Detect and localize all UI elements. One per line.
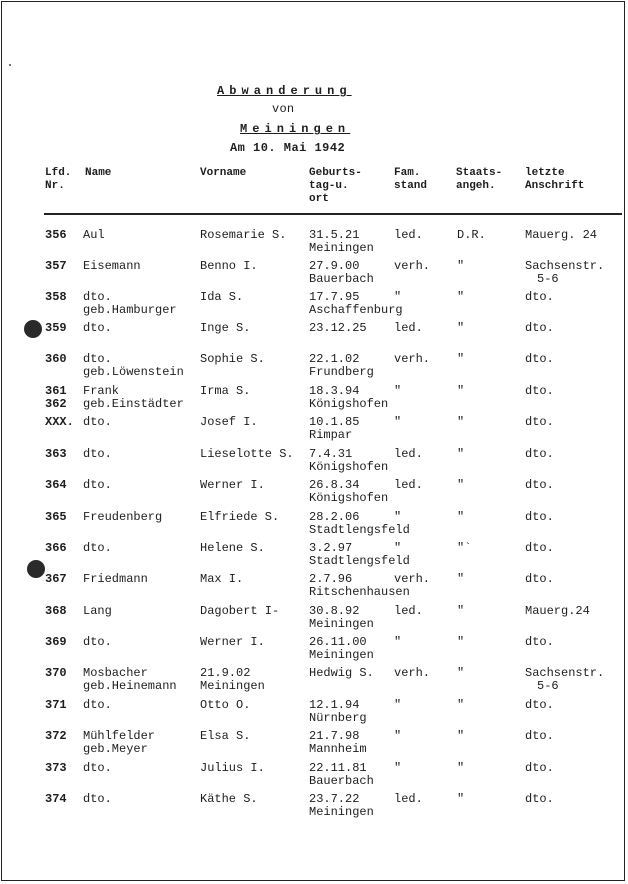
name-cell: dto. bbox=[83, 415, 112, 429]
family-status-cell: verh. bbox=[394, 666, 431, 680]
address-cell: dto. bbox=[525, 635, 554, 649]
family-status-cell: led. bbox=[394, 228, 423, 242]
name-cell: Aul bbox=[83, 228, 105, 242]
citizenship-cell: D.R. bbox=[457, 228, 486, 242]
lfd-nr-cell: 374 bbox=[45, 792, 67, 806]
birthplace-cell: Königshofen bbox=[309, 397, 389, 411]
address-cell: dto. bbox=[525, 415, 554, 429]
birthdate-cell: 30.8.92 bbox=[309, 604, 360, 618]
header-anschrift: letzte Anschrift bbox=[525, 167, 585, 192]
birthdate-cell: 21.7.98 bbox=[309, 729, 360, 743]
citizenship-cell: " bbox=[457, 290, 465, 304]
birthdate-cell: 22.1.02 bbox=[309, 352, 360, 366]
birthdate-cell: 28.2.06 bbox=[309, 510, 360, 524]
vorname-cell: Werner I. bbox=[200, 478, 265, 492]
address-cell: dto. bbox=[525, 384, 554, 398]
address-cont-cell: 5-6 bbox=[537, 679, 559, 693]
citizenship-cell: " bbox=[457, 415, 465, 429]
header-name: Name bbox=[85, 167, 112, 179]
lfd-nr-cell: 365 bbox=[45, 510, 67, 524]
maiden-name-cell: geb.Heinemann bbox=[83, 679, 177, 693]
document-date: Am 10. Mai 1942 bbox=[230, 141, 346, 155]
family-status-cell: led. bbox=[394, 604, 423, 618]
address-cell: dto. bbox=[525, 698, 554, 712]
name-cell: Lang bbox=[83, 604, 112, 618]
citizenship-cell: " bbox=[457, 352, 465, 366]
header-vorname: Vorname bbox=[200, 167, 247, 179]
name-cell: dto. bbox=[83, 321, 112, 335]
birthplace-cell: Stadtlengsfeld bbox=[309, 554, 410, 568]
family-status-cell: led. bbox=[394, 321, 423, 335]
address-cell: dto. bbox=[525, 761, 554, 775]
document-title-place: Meiningen bbox=[240, 122, 351, 136]
birthdate-cell: 18.3.94 bbox=[309, 384, 360, 398]
family-status-cell: " bbox=[394, 384, 402, 398]
lfd-nr-cell: 370 bbox=[45, 666, 67, 680]
birthplace-cell: Rimpar bbox=[309, 428, 353, 442]
birthdate-cell: 31.5.21 bbox=[309, 228, 360, 242]
birthplace-cell: Nürnberg bbox=[309, 711, 367, 725]
name-cell: Mosbacher bbox=[83, 666, 148, 680]
address-cell: dto. bbox=[525, 321, 554, 335]
birthplace-cell: Ritschenhausen bbox=[309, 585, 410, 599]
lfd-nr-cell: 367 bbox=[45, 572, 67, 586]
maiden-name-cell: geb.Meyer bbox=[83, 742, 148, 756]
family-status-cell: led. bbox=[394, 447, 423, 461]
address-cell: dto. bbox=[525, 729, 554, 743]
birthdate-cell: 23.12.25 bbox=[309, 321, 367, 335]
vorname-cell: Josef I. bbox=[200, 415, 258, 429]
document-title-von: von bbox=[272, 102, 295, 116]
birthplace-cell: Frundberg bbox=[309, 365, 374, 379]
family-status-cell: " bbox=[394, 510, 402, 524]
birthdate-cell: 2.7.96 bbox=[309, 572, 353, 586]
birthdate-cell: 17.7.95 bbox=[309, 290, 360, 304]
lfd-nr-cell: 361 362 bbox=[45, 384, 67, 411]
birthdate-cell: 10.1.85 bbox=[309, 415, 360, 429]
citizenship-cell: "` bbox=[457, 541, 472, 555]
lfd-nr-cell: 372 bbox=[45, 729, 67, 743]
birthdate-cell: 3.2.97 bbox=[309, 541, 353, 555]
family-status-cell: led. bbox=[394, 792, 423, 806]
birthplace-cell: Bauerbach bbox=[309, 272, 374, 286]
address-cont-cell: 5-6 bbox=[537, 272, 559, 286]
header-geburt: Geburts- tag-u. ort bbox=[309, 167, 362, 205]
name-cell: dto. bbox=[83, 541, 112, 555]
punch-hole bbox=[24, 320, 42, 338]
lfd-nr-cell: XXX. bbox=[45, 415, 74, 429]
vorname-cell: Helene S. bbox=[200, 541, 265, 555]
lfd-nr-cell: 357 bbox=[45, 259, 67, 273]
birthdate-cell: 27.9.00 bbox=[309, 259, 360, 273]
name-cell: Frank bbox=[83, 384, 120, 398]
family-status-cell: " bbox=[394, 290, 402, 304]
citizenship-cell: " bbox=[457, 478, 465, 492]
citizenship-cell: " bbox=[457, 666, 465, 680]
address-cell: Mauerg.24 bbox=[525, 604, 590, 618]
birthdate-cell: 7.4.31 bbox=[309, 447, 353, 461]
birthplace-cell: Mannheim bbox=[309, 742, 367, 756]
vorname-cell: Otto O. bbox=[200, 698, 251, 712]
citizenship-cell: " bbox=[457, 698, 465, 712]
vorname-cell: Ida S. bbox=[200, 290, 244, 304]
address-cell: dto. bbox=[525, 352, 554, 366]
birthplace-cell: Meiningen bbox=[309, 805, 374, 819]
birthdate-cell: 23.7.22 bbox=[309, 792, 360, 806]
birthdate-cell: 26.8.34 bbox=[309, 478, 360, 492]
address-cell: dto. bbox=[525, 541, 554, 555]
birthplace-cell: Stadtlengsfeld bbox=[309, 523, 410, 537]
address-cell: dto. bbox=[525, 447, 554, 461]
name-cell: Mühlfelder bbox=[83, 729, 156, 743]
vorname-cell: Benno I. bbox=[200, 259, 258, 273]
address-cell: Sachsenstr. bbox=[525, 259, 605, 273]
name-cell: dto. bbox=[83, 792, 112, 806]
lfd-nr-cell: 371 bbox=[45, 698, 67, 712]
maiden-name-cell: geb.Hamburger bbox=[83, 303, 177, 317]
name-cell: dto. bbox=[83, 290, 112, 304]
name-cell: dto. bbox=[83, 352, 112, 366]
address-cell: dto. bbox=[525, 478, 554, 492]
name-cell: dto. bbox=[83, 447, 112, 461]
vorname-cell: 21.9.02 bbox=[200, 666, 251, 680]
citizenship-cell: " bbox=[457, 384, 465, 398]
vorname-cell: Dagobert I- bbox=[200, 604, 280, 618]
lfd-nr-cell: 369 bbox=[45, 635, 67, 649]
address-cell: Sachsenstr. bbox=[525, 666, 605, 680]
address-cell: dto. bbox=[525, 290, 554, 304]
lfd-nr-cell: 363 bbox=[45, 447, 67, 461]
family-status-cell: " bbox=[394, 729, 402, 743]
maiden-name-cell: geb.Einstädter bbox=[83, 397, 184, 411]
vorname-cell: Irma S. bbox=[200, 384, 251, 398]
family-status-cell: " bbox=[394, 761, 402, 775]
birthplace-cell: Aschaffenburg bbox=[309, 303, 403, 317]
birthplace-cell: Königshofen bbox=[309, 491, 389, 505]
vorname-cell: Werner I. bbox=[200, 635, 265, 649]
header-divider bbox=[44, 213, 622, 215]
birthdate-cell: Hedwig S. bbox=[309, 666, 374, 680]
vorname-cell: Rosemarie S. bbox=[200, 228, 287, 242]
birthplace-cell: Meiningen bbox=[309, 648, 374, 662]
name-cell: Freudenberg bbox=[83, 510, 163, 524]
vorname-cell: Sophie S. bbox=[200, 352, 265, 366]
citizenship-cell: " bbox=[457, 761, 465, 775]
vorname-cont-cell: Meiningen bbox=[200, 679, 265, 693]
punch-hole bbox=[27, 560, 45, 578]
lfd-nr-cell: 360 bbox=[45, 352, 67, 366]
family-status-cell: " bbox=[394, 541, 402, 555]
vorname-cell: Julius I. bbox=[200, 761, 265, 775]
paper-speck bbox=[9, 64, 11, 66]
lfd-nr-cell: 368 bbox=[45, 604, 67, 618]
citizenship-cell: " bbox=[457, 729, 465, 743]
birthplace-cell: Meiningen bbox=[309, 617, 374, 631]
citizenship-cell: " bbox=[457, 604, 465, 618]
citizenship-cell: " bbox=[457, 510, 465, 524]
vorname-cell: Inge S. bbox=[200, 321, 251, 335]
lfd-nr-cell: 366 bbox=[45, 541, 67, 555]
family-status-cell: verh. bbox=[394, 352, 431, 366]
name-cell: dto. bbox=[83, 761, 112, 775]
document-title: Abwanderung bbox=[217, 84, 352, 98]
lfd-nr-cell: 356 bbox=[45, 228, 67, 242]
family-status-cell: led. bbox=[394, 478, 423, 492]
family-status-cell: verh. bbox=[394, 259, 431, 273]
vorname-cell: Elsa S. bbox=[200, 729, 251, 743]
vorname-cell: Lieselotte S. bbox=[200, 447, 294, 461]
citizenship-cell: " bbox=[457, 447, 465, 461]
family-status-cell: " bbox=[394, 415, 402, 429]
header-lfd-nr: Lfd. Nr. bbox=[45, 167, 72, 192]
address-cell: dto. bbox=[525, 792, 554, 806]
citizenship-cell: " bbox=[457, 259, 465, 273]
vorname-cell: Käthe S. bbox=[200, 792, 258, 806]
birthdate-cell: 26.11.00 bbox=[309, 635, 367, 649]
lfd-nr-cell: 373 bbox=[45, 761, 67, 775]
birthdate-cell: 12.1.94 bbox=[309, 698, 360, 712]
name-cell: dto. bbox=[83, 635, 112, 649]
family-status-cell: " bbox=[394, 635, 402, 649]
name-cell: Eisemann bbox=[83, 259, 141, 273]
header-staatsangeh: Staats- angeh. bbox=[456, 167, 503, 192]
vorname-cell: Max I. bbox=[200, 572, 244, 586]
maiden-name-cell: geb.Löwenstein bbox=[83, 365, 184, 379]
family-status-cell: " bbox=[394, 698, 402, 712]
birthplace-cell: Bauerbach bbox=[309, 774, 374, 788]
lfd-nr-cell: 358 bbox=[45, 290, 67, 304]
header-fam-stand: Fam. stand bbox=[394, 167, 428, 192]
address-cell: Mauerg. 24 bbox=[525, 228, 598, 242]
birthplace-cell: Meiningen bbox=[309, 241, 374, 255]
name-cell: dto. bbox=[83, 478, 112, 492]
address-cell: dto. bbox=[525, 510, 554, 524]
name-cell: dto. bbox=[83, 698, 112, 712]
citizenship-cell: " bbox=[457, 792, 465, 806]
name-cell: Friedmann bbox=[83, 572, 148, 586]
lfd-nr-cell: 359 bbox=[45, 321, 67, 335]
citizenship-cell: " bbox=[457, 572, 465, 586]
lfd-nr-cell: 364 bbox=[45, 478, 67, 492]
vorname-cell: Elfriede S. bbox=[200, 510, 280, 524]
birthplace-cell: Königshofen bbox=[309, 460, 389, 474]
citizenship-cell: " bbox=[457, 321, 465, 335]
address-cell: dto. bbox=[525, 572, 554, 586]
citizenship-cell: " bbox=[457, 635, 465, 649]
birthdate-cell: 22.11.81 bbox=[309, 761, 367, 775]
family-status-cell: verh. bbox=[394, 572, 431, 586]
